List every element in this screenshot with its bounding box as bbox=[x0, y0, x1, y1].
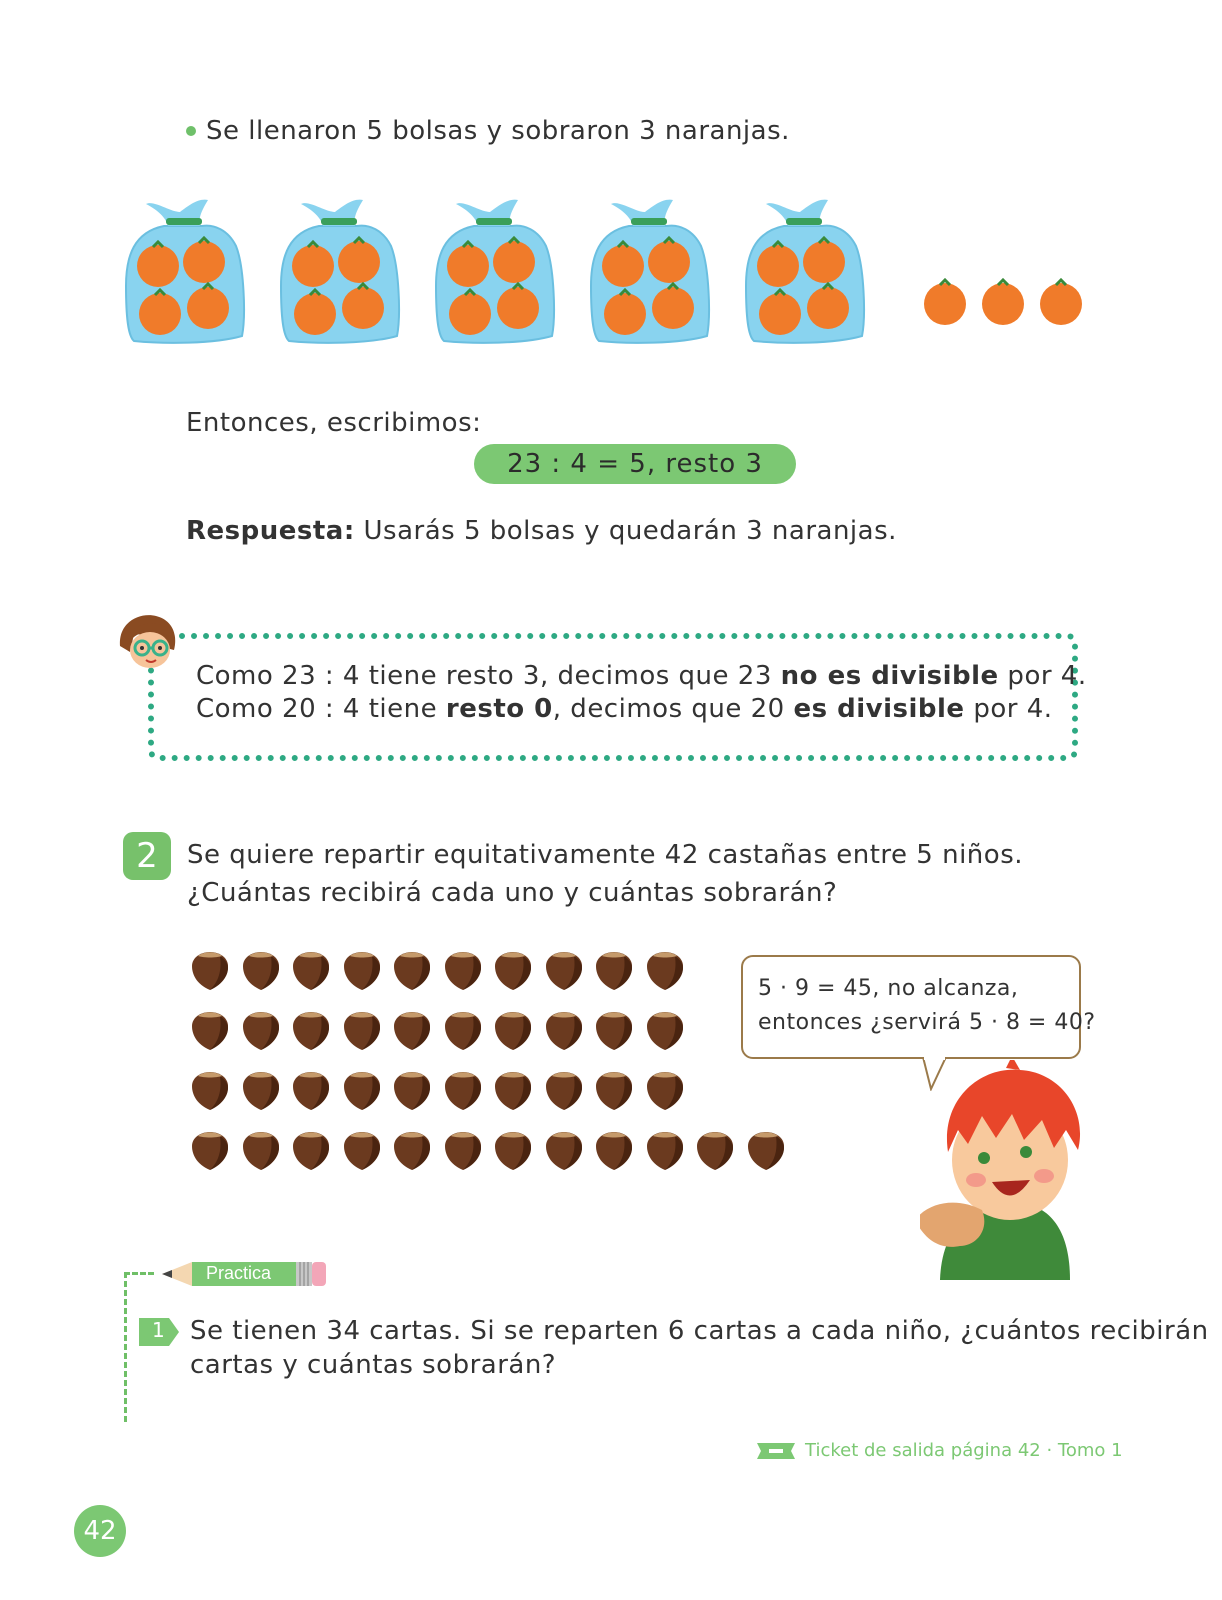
note-text: por 4. bbox=[964, 694, 1053, 724]
chestnut-icon bbox=[645, 1070, 685, 1112]
chestnut-icon bbox=[190, 1130, 230, 1172]
orange-bag-icon bbox=[744, 196, 868, 346]
chestnut-icon bbox=[392, 1010, 432, 1052]
orange-bag-icon bbox=[124, 196, 248, 346]
chestnut-icon bbox=[443, 1130, 483, 1172]
answer-line bbox=[186, 516, 897, 546]
orange-icon bbox=[447, 245, 489, 287]
orange-icon bbox=[1040, 283, 1082, 325]
orange-bag-icon bbox=[589, 196, 713, 346]
ticket-icon bbox=[757, 1441, 795, 1461]
chestnut-icon bbox=[443, 1010, 483, 1052]
bubble-line-2: entonces ¿servirá 5 · 8 = 40? bbox=[758, 1010, 1096, 1035]
activity-line-1: Se quiere repartir equitativamente 42 castañas entre 5 niños. bbox=[187, 840, 1024, 870]
exercise-line-2: cartas y cuántas sobrarán? bbox=[190, 1350, 557, 1380]
chestnut-icon bbox=[594, 1070, 634, 1112]
chestnut-icon bbox=[342, 1010, 382, 1052]
chestnut-icon bbox=[190, 1010, 230, 1052]
exercise-line-1: Se tienen 34 cartas. Si se reparten 6 cartas a cada niño, ¿cuántos recibirán bbox=[190, 1316, 1209, 1346]
speech-bubble bbox=[741, 955, 1081, 1059]
chestnut-icon bbox=[342, 1070, 382, 1112]
activity-number-badge: 2 bbox=[123, 832, 171, 880]
bullet-dot bbox=[186, 126, 196, 136]
orange-icon bbox=[982, 283, 1024, 325]
leftover-orange-icon bbox=[980, 278, 1026, 326]
orange-icon bbox=[807, 287, 849, 329]
orange-icon bbox=[183, 241, 225, 283]
chestnut-icon bbox=[493, 1070, 533, 1112]
orange-icon bbox=[338, 241, 380, 283]
practice-rail bbox=[124, 1272, 129, 1422]
chestnut-icon bbox=[342, 950, 382, 992]
leftover-orange-icon bbox=[1038, 278, 1084, 326]
orange-icon bbox=[497, 287, 539, 329]
intro-line bbox=[186, 116, 790, 146]
equation-pill: 23 : 4 = 5, resto 3 bbox=[474, 444, 796, 484]
note-text: Como 23 : 4 tiene resto 3, decimos que 23 bbox=[196, 661, 781, 691]
chestnut-icon bbox=[190, 1070, 230, 1112]
then-text: Entonces, escribimos: bbox=[186, 408, 482, 438]
chestnut-icon bbox=[443, 1070, 483, 1112]
orange-icon bbox=[924, 283, 966, 325]
exercise-number: 1 bbox=[152, 1318, 165, 1342]
orange-icon bbox=[493, 241, 535, 283]
chestnut-icon bbox=[493, 1010, 533, 1052]
chestnut-icon bbox=[392, 1130, 432, 1172]
note-line-1 bbox=[196, 661, 1087, 691]
chestnut-icon bbox=[544, 1130, 584, 1172]
chestnut-icon bbox=[493, 950, 533, 992]
note-bold: resto 0 bbox=[445, 694, 553, 724]
activity-line-2: ¿Cuántas recibirá cada uno y cuántas sobrarán? bbox=[187, 878, 838, 908]
note-bold: es divisible bbox=[793, 694, 965, 724]
orange-icon bbox=[759, 293, 801, 335]
orange-icon bbox=[648, 241, 690, 283]
orange-icon bbox=[187, 287, 229, 329]
orange-icon bbox=[757, 245, 799, 287]
chestnut-icon bbox=[291, 950, 331, 992]
practice-label: Practica bbox=[206, 1263, 272, 1283]
chestnut-icon bbox=[241, 1010, 281, 1052]
chestnut-icon bbox=[645, 1130, 685, 1172]
chestnut-icon bbox=[544, 1070, 584, 1112]
chestnut-icon bbox=[342, 1130, 382, 1172]
orange-bag-icon bbox=[434, 196, 558, 346]
chestnut-icon bbox=[241, 1130, 281, 1172]
chestnut-icon bbox=[493, 1130, 533, 1172]
chestnut-icon bbox=[544, 950, 584, 992]
orange-icon bbox=[342, 287, 384, 329]
chestnut-illustration bbox=[190, 950, 810, 1190]
ticket-text: Ticket de salida página 42 · Tomo 1 bbox=[805, 1440, 1123, 1461]
chestnut-icon bbox=[746, 1130, 786, 1172]
boy-character-icon bbox=[920, 1060, 1090, 1280]
chestnut-icon bbox=[695, 1130, 735, 1172]
chestnut-icon bbox=[190, 950, 230, 992]
chestnut-icon bbox=[645, 1010, 685, 1052]
chestnut-icon bbox=[594, 950, 634, 992]
orange-icon bbox=[292, 245, 334, 287]
orange-icon bbox=[602, 245, 644, 287]
chestnut-icon bbox=[392, 1070, 432, 1112]
orange-icon bbox=[449, 293, 491, 335]
note-text: por 4. bbox=[998, 661, 1087, 691]
chestnut-icon bbox=[443, 950, 483, 992]
orange-bag-icon bbox=[279, 196, 403, 346]
chestnut-icon bbox=[241, 950, 281, 992]
note-line-2 bbox=[196, 694, 1053, 724]
note-text: Como 20 : 4 tiene bbox=[196, 694, 446, 724]
chestnut-icon bbox=[645, 950, 685, 992]
bubble-line-1: 5 · 9 = 45, no alcanza, bbox=[758, 976, 1019, 1001]
chestnut-icon bbox=[544, 1010, 584, 1052]
orange-icon bbox=[139, 293, 181, 335]
orange-icon bbox=[604, 293, 646, 335]
leftover-orange-icon bbox=[922, 278, 968, 326]
chestnut-icon bbox=[291, 1130, 331, 1172]
chestnut-icon bbox=[291, 1010, 331, 1052]
chestnut-icon bbox=[241, 1070, 281, 1112]
teacher-avatar-icon bbox=[114, 612, 184, 672]
orange-icon bbox=[137, 245, 179, 287]
page-number: 42 bbox=[74, 1505, 126, 1557]
note-bold: no es divisible bbox=[780, 661, 999, 691]
answer-text: Usarás 5 bolsas y quedarán 3 naranjas. bbox=[354, 516, 897, 546]
note-text: , decimos que 20 bbox=[552, 694, 794, 724]
orange-icon bbox=[294, 293, 336, 335]
chestnut-icon bbox=[291, 1070, 331, 1112]
orange-icon bbox=[803, 241, 845, 283]
chestnut-icon bbox=[392, 950, 432, 992]
intro-text: Se llenaron 5 bolsas y sobraron 3 naranjas. bbox=[206, 116, 790, 146]
orange-icon bbox=[652, 287, 694, 329]
chestnut-icon bbox=[594, 1010, 634, 1052]
chestnut-icon bbox=[594, 1130, 634, 1172]
answer-label: Respuesta: bbox=[186, 516, 355, 546]
